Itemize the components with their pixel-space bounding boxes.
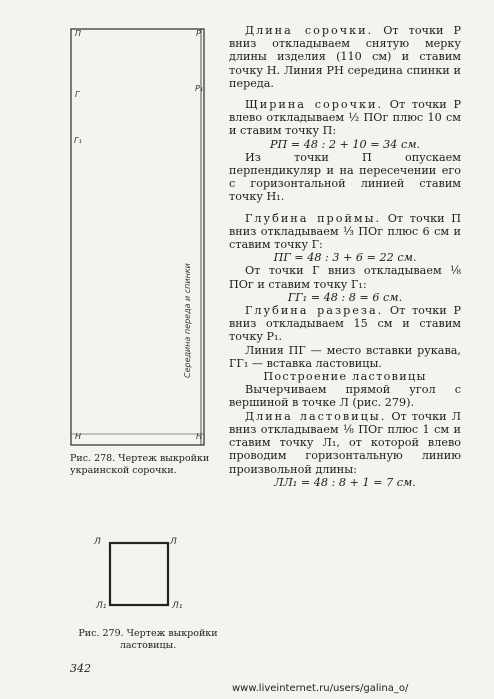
section-heading-gusset: Построение ластовицы [263,370,427,384]
point-l-right-label: Л [170,537,177,547]
paragraph-slit-depth [229,304,461,344]
paragraph-body: От точки Р вниз откладываем снятую мерку длины изделия (110 см) и ставим точку Н. Линия РН середина спинки и переда. [229,24,461,90]
paragraph-body: От точки Р влево откладываем ½ ПОг плюс 10 см и ставим точку П: [229,98,461,138]
formula-ll1: ЛЛ₁ = 48 : 8 + 1 = 7 см. [274,475,416,489]
point-n1-label: H [196,432,203,441]
paragraph-body: От точки П вниз откладываем ⅓ ПОг плюс 6 см и ставим точку Г: [229,211,462,252]
run-in-heading: Длина ластовицы. [245,409,387,423]
figure-279-caption: Рис. 279. Чертеж выкройки ластовицы. [78,628,218,651]
formula-pg: ПГ = 48 : 3 + 6 = 22 см. [273,251,417,265]
point-p-label: П [75,29,82,38]
paragraph-perpendicular: Из точки П опускаем перпендикуляр и на пересечении его с горизонтальной линией ставим точку Н₁. [229,150,461,204]
formula-rp: РП = 48 : 2 + 10 = 34 см. [269,137,421,151]
paragraph-shirt-width [229,98,461,138]
paragraph-point-g1: От точки Г вниз откладываем ⅛ ПОг и ставим точку Г₁: [229,264,461,291]
centerline-label: Середина переда и спинки [183,263,192,378]
point-r1-label: Р₁ [195,84,204,93]
paragraph-body: От точки Р вниз откладываем 15 см и ставим точку Р₁. [229,304,461,344]
paragraph-body: От точки Л вниз откладываем ⅛ ПОг плюс 1 см и ставим точку Л₁, от которой влево проводим горизонтальную линию произвольной длины: [229,409,461,476]
point-n-label: Н [75,432,82,441]
point-l1-left-label: Л₁ [96,601,107,611]
point-g1-label: Г₁ [74,136,82,145]
paragraph-sleeve-line: Линия ПГ — место вставки рукава, ГГ₁ — вставка ластовицы. [229,343,461,370]
formula-gg1: ГГ₁ = 48 : 8 = 6 см. [287,290,403,304]
point-r-label: Р [196,29,201,38]
figure-279-drawing [90,535,190,615]
text-column [229,24,461,489]
figure-278-caption: Рис. 278. Чертеж выкройки украинской сорочки. [70,453,210,476]
page-number: 342 [70,662,91,675]
paragraph-armhole-depth [229,212,461,252]
paragraph-right-angle: Вычерчиваем прямой угол с вершиной в точке Л (рис. 279). [229,383,461,410]
point-g-label: Г [75,90,80,99]
paragraph-gusset-length [229,410,461,476]
watermark-url: www.liveinternet.ru/users/galina_o/ [232,683,409,694]
paragraph-shirt-length [229,24,461,90]
point-l1-right-label: Л₁ [172,601,183,611]
run-in-heading: Глубина проймы. [245,211,382,225]
point-l-left-label: Л [94,537,101,547]
run-in-heading: Щирина сорочки. [245,98,384,112]
run-in-heading: Длина сорочки. [245,24,374,37]
run-in-heading: Глубина разреза. [245,304,384,318]
